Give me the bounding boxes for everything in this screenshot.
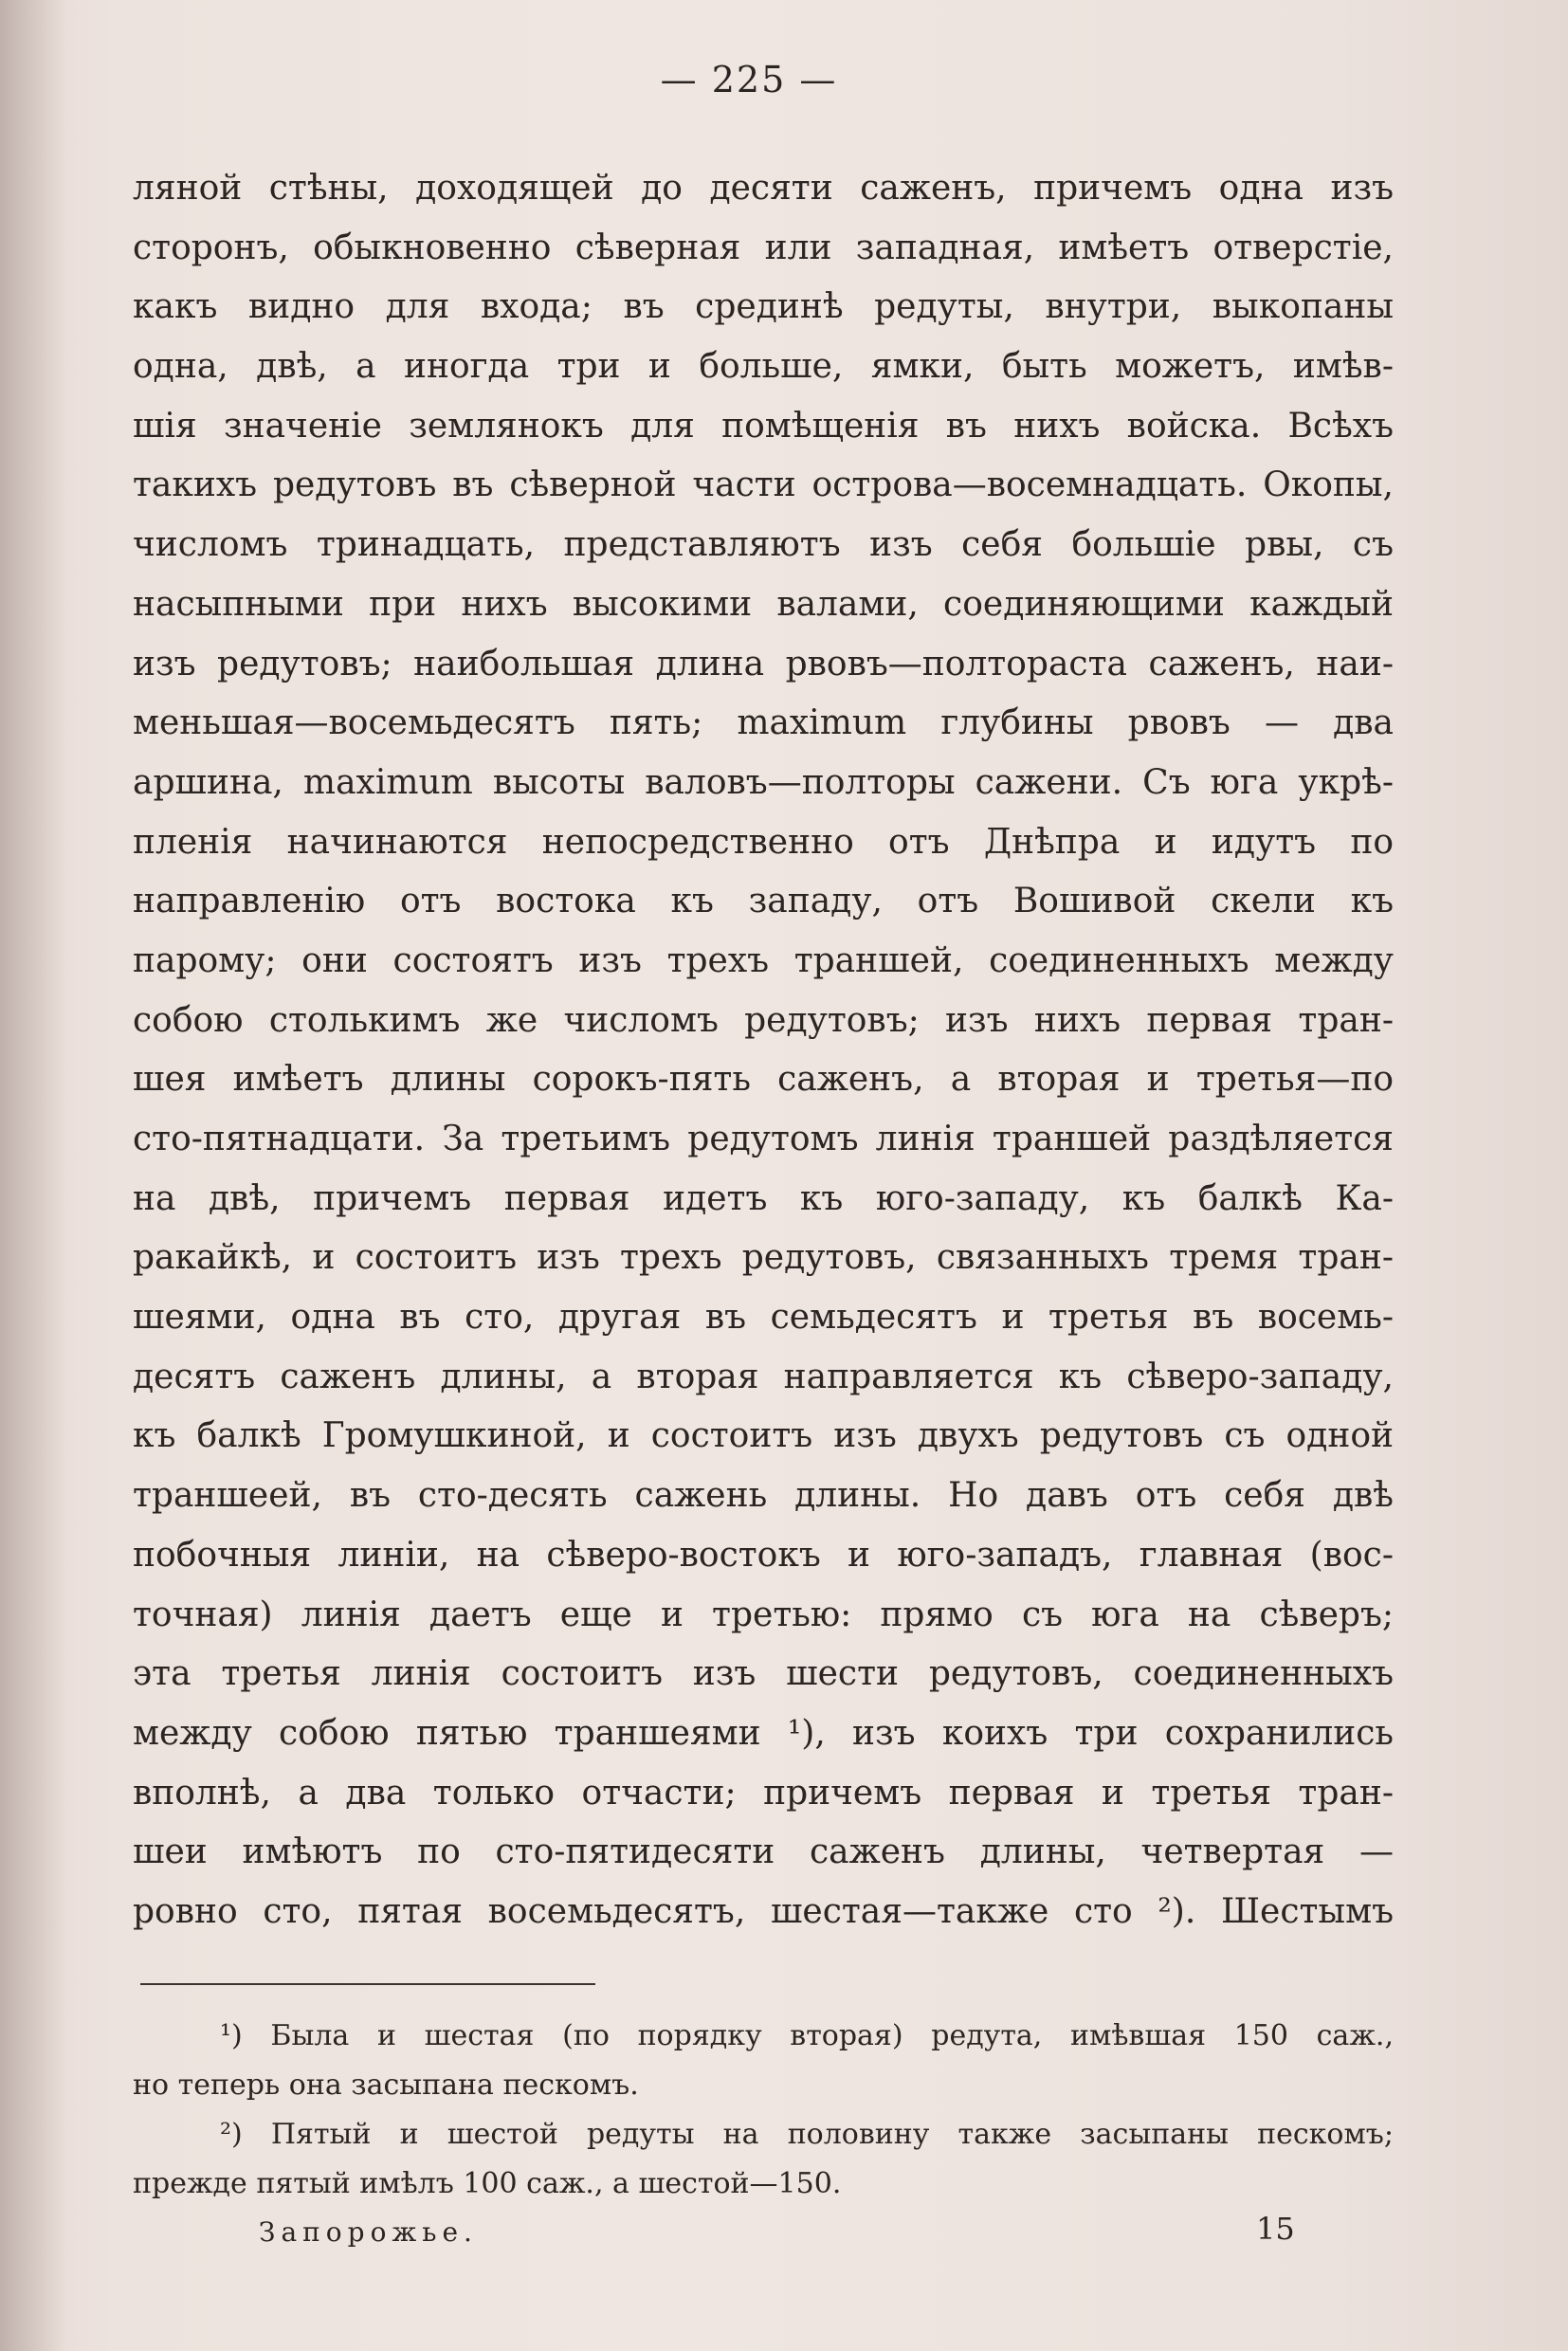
text-line: сто-пятнадцати. За третьимъ редутомъ линія траншей раздѣляется [133,1120,1394,1158]
gutter-shadow [0,0,66,2351]
text-line: числомъ тринадцать, представляютъ изъ себя большіе рвы, съ [133,525,1394,565]
text-line: ровно сто, пятая восемьдесятъ, шестая—также сто ²). Шестымъ [133,1891,1394,1931]
text-line: вполнѣ, а два только отчасти; причемъ первая и третья тран- [133,1773,1394,1813]
text-line: какъ видно для входа; въ срединѣ редуты, внутри, выкопаны [133,287,1394,327]
footnote-line: ¹) Была и шестая (по порядку вторая) редута, имѣвшая 150 саж., [220,2019,1394,2052]
text-line: ракайкѣ, и состоитъ изъ трехъ редутовъ, связанныхъ тремя тран- [133,1238,1394,1278]
text-line: шея имѣетъ длины сорокъ-пять саженъ, а вторая и третья—по [133,1060,1394,1100]
footnote-line: но теперь она засыпана пескомъ. [133,2069,639,2102]
text-line: шеи имѣютъ по сто-пятидесяти саженъ длины, четвертая — [133,1832,1394,1872]
text-line: сторонъ, обыкновенно сѣверная или западная, имѣетъ отверстіе, [133,228,1394,267]
footnote-line: прежде пятый имѣлъ 100 саж., а шестой—150. [133,2167,842,2200]
text-line: собою столькимъ же числомъ редутовъ; изъ нихъ первая тран- [133,1000,1394,1040]
text-line: насыпными при нихъ высокими валами, соединяющими каждый [133,584,1394,624]
text-line: меньшая—восемьдесятъ пять; maximum глубины рвовъ — два [133,703,1394,743]
footnote-line: ²) Пятый и шестой редуты на половину также засыпаны пескомъ; [220,2118,1394,2151]
footnotes [133,2012,1394,2209]
text-line: пленія начинаются непосредственно отъ Днѣпра и идутъ по [133,822,1394,862]
text-line: направленію отъ востока къ западу, отъ Вошивой скели къ [133,882,1394,921]
text-line: къ балкѣ Громушкиной, и состоитъ изъ двухъ редутовъ съ одной [133,1416,1394,1456]
text-line: одна, двѣ, а иногда три и больше, ямки, быть можетъ, имѣв- [133,347,1394,387]
text-line: такихъ редутовъ въ сѣверной части острова—восемнадцать. Окопы, [133,465,1394,505]
text-line: траншеей, въ сто-десять сажень длины. Но давъ отъ себя двѣ [133,1476,1394,1516]
footnote-rule [140,1983,595,1985]
text-line: десятъ саженъ длины, а вторая направляется къ сѣверо-западу, [133,1357,1394,1396]
page-number: — 225 — [660,59,838,100]
text-line: на двѣ, причемъ первая идетъ къ юго-западу, къ балкѣ Ка- [133,1178,1394,1218]
text-line: аршина, maximum высоты валовъ—полторы сажени. Съ юга укрѣ- [133,762,1394,802]
signature-number: 15 [1256,2211,1295,2247]
text-line: точная) линія даетъ еще и третью: прямо съ юга на сѣверъ; [133,1595,1394,1634]
text-line: эта третья линія состоитъ изъ шести редутовъ, соединенныхъ [133,1654,1394,1694]
text-line: шія значеніе землянокъ для помѣщенія въ нихъ войска. Всѣхъ [133,406,1394,446]
body-text [133,159,1394,1942]
text-line: ляной стѣны, доходящей до десяти саженъ, причемъ одна изъ [133,169,1394,208]
text-line: изъ редутовъ; наибольшая длина рвовъ—полтораста саженъ, наи- [133,644,1394,683]
text-line: шеями, одна въ сто, другая въ семьдесятъ и третья въ восемь- [133,1298,1394,1338]
text-line: между собою пятью траншеями ¹), изъ коихъ три сохранились [133,1713,1394,1753]
signature-mark: Запорожье. [259,2216,478,2248]
text-line: побочныя линіи, на сѣверо-востокъ и юго-западъ, главная (вос- [133,1535,1394,1575]
text-line: парому; они состоятъ изъ трехъ траншей, соединенныхъ между [133,940,1394,980]
